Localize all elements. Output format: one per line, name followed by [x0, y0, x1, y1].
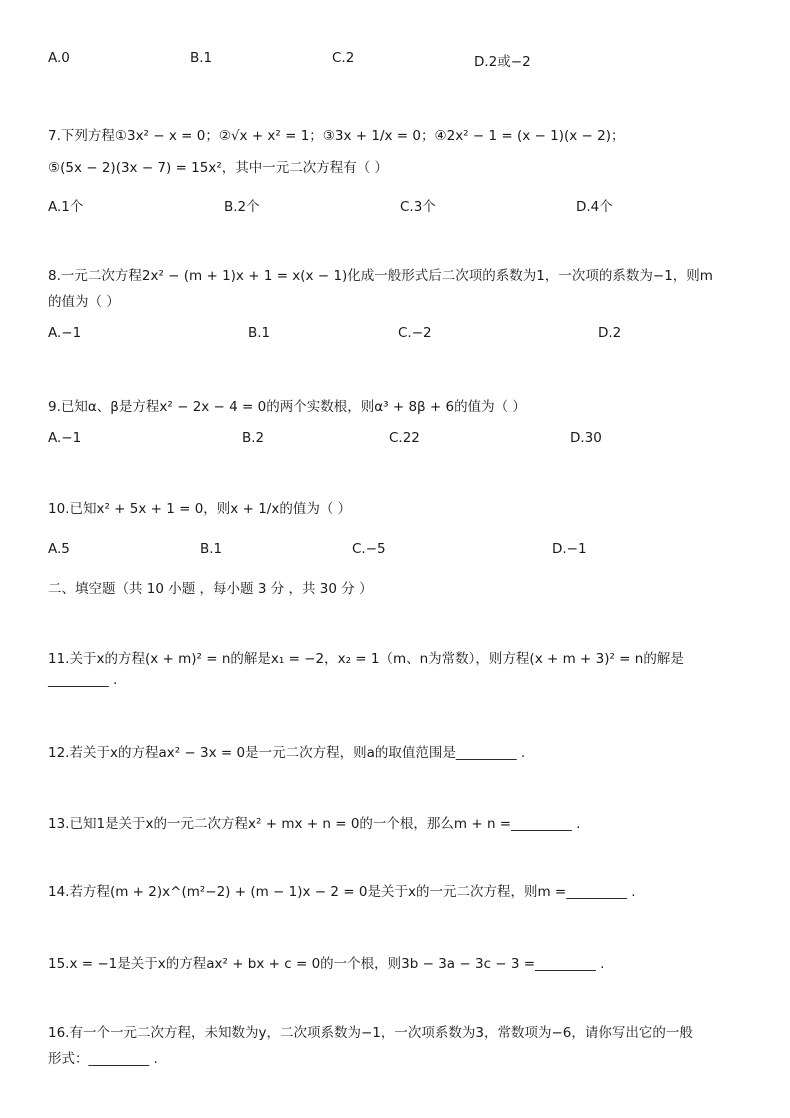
- q9-stem: 9.已知α、β是方程x² − 2x − 4 = 0的两个实数根，则α³ + 8β + 6的值为（ ）: [48, 399, 526, 415]
- q8-stem-line2: 的值为（ ）: [48, 294, 120, 310]
- q12-stem: 12.若关于x的方程ax² − 3x = 0是一元二次方程，则a的取值范围是_________ .: [48, 745, 526, 761]
- q7-option-c: C.3个: [400, 199, 436, 215]
- q8-option-a: A.−1: [48, 325, 82, 341]
- q10-option-d: D.−1: [552, 541, 587, 557]
- q7-stem-line1: 7.下列方程①3x² − x = 0；②√x + x² = 1；③3x + 1/x = 0；④2x² − 1 = (x − 1)(x − 2)；: [48, 128, 625, 144]
- q7-option-a: A.1个: [48, 199, 84, 215]
- q8-option-d: D.2: [598, 325, 622, 341]
- q9-option-b: B.2: [242, 430, 265, 446]
- q14-stem: 14.若方程(m + 2)x^(m²−2) + (m − 1)x − 2 = 0是关于x的一元二次方程，则m =_________ .: [48, 884, 636, 900]
- q8-option-b: B.1: [248, 325, 271, 341]
- q10-stem: 10.已知x² + 5x + 1 = 0，则x + 1/x的值为（ ）: [48, 501, 352, 517]
- q10-option-c: C.−5: [352, 541, 386, 557]
- q15-stem: 15.x = −1是关于x的方程ax² + bx + c = 0的一个根，则3b − 3a − 3c − 3 =_________ .: [48, 956, 605, 972]
- q11-stem-line1: 11.关于x的方程(x + m)² = n的解是x₁ = −2，x₂ = 1（m、n为常数），则方程(x + m + 3)² = n的解是: [48, 651, 684, 667]
- q8-option-c: C.−2: [398, 325, 432, 341]
- section-heading-fill-in: 二、填空题（共 10 小题 ，每小题 3 分 ，共 30 分 ）: [48, 581, 373, 597]
- q7-stem-line2: ⑤(5x − 2)(3x − 7) = 15x²，其中一元二次方程有（ ）: [48, 160, 389, 176]
- q11-stem-line2: _________ .: [48, 672, 118, 688]
- q13-stem: 13.已知1是关于x的一元二次方程x² + mx + n = 0的一个根，那么m + n =_________ .: [48, 816, 581, 832]
- q6-option-c: C.2: [332, 50, 355, 66]
- q7-option-d: D.4个: [576, 199, 613, 215]
- q6-option-a: A.0: [48, 50, 70, 66]
- q7-option-b: B.2个: [224, 199, 260, 215]
- q6-option-b: B.1: [190, 50, 213, 66]
- q16-stem-line2: 形式：_________ .: [48, 1051, 158, 1067]
- q6-option-d: D.2或−2: [474, 54, 531, 70]
- q9-option-c: C.22: [389, 430, 420, 446]
- q10-option-b: B.1: [200, 541, 223, 557]
- q16-stem-line1: 16.有一个一元二次方程，未知数为y，二次项系数为−1，一次项系数为3，常数项为−6，请你写出它的一般: [48, 1025, 693, 1041]
- q9-option-d: D.30: [570, 430, 602, 446]
- q10-option-a: A.5: [48, 541, 70, 557]
- q9-option-a: A.−1: [48, 430, 82, 446]
- q8-stem-line1: 8.一元二次方程2x² − (m + 1)x + 1 = x(x − 1)化成一般形式后二次项的系数为1，一次项的系数为−1，则m: [48, 268, 713, 284]
